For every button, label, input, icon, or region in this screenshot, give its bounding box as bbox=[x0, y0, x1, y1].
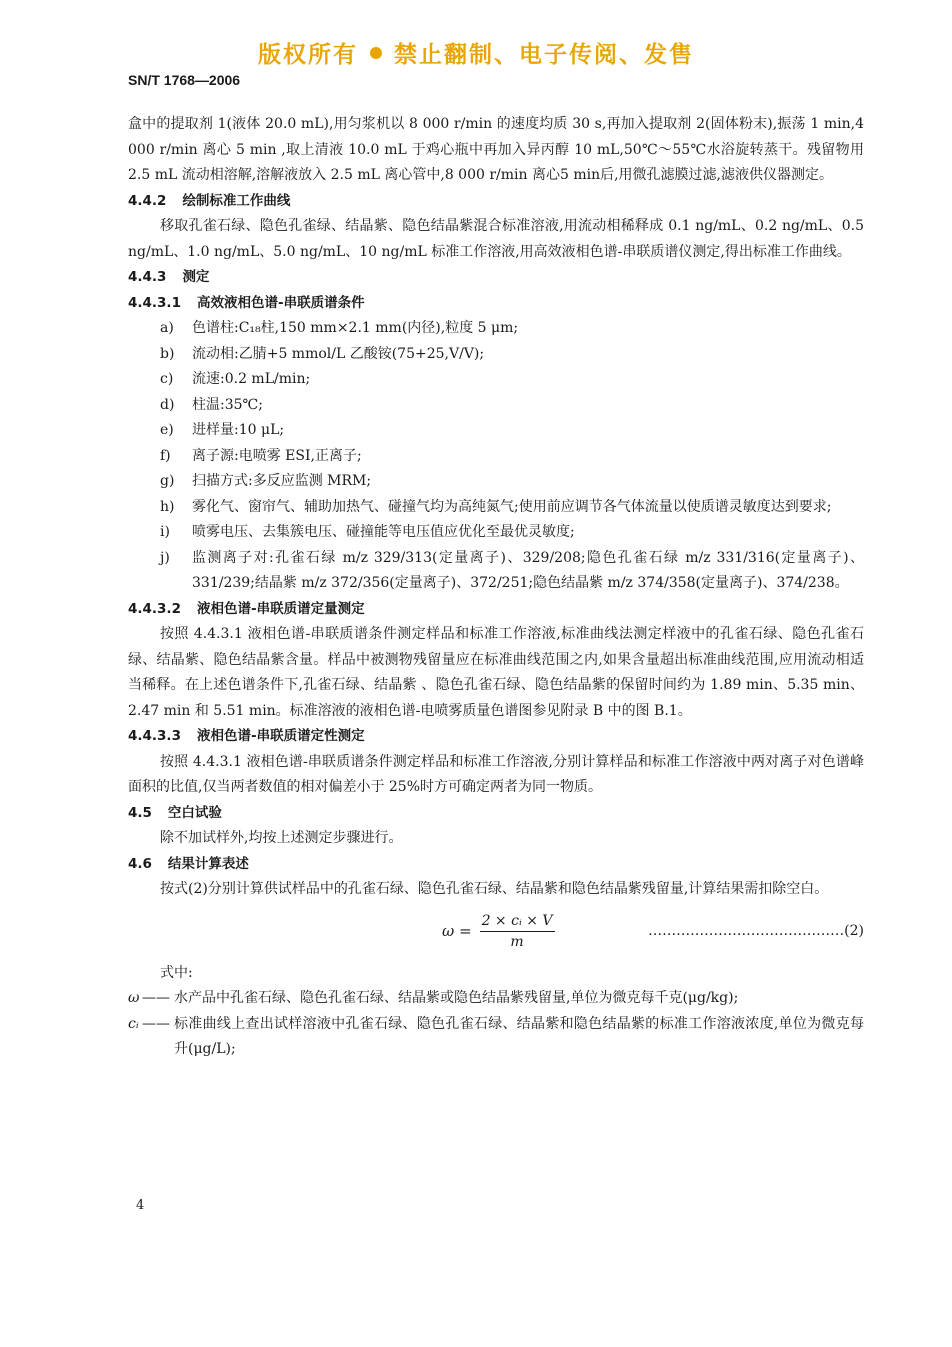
document-body bbox=[128, 112, 864, 1063]
section-heading-4433 bbox=[128, 724, 864, 750]
formula-number: ……………………………………(2) bbox=[648, 922, 864, 939]
item-text: 色谱柱:C₁₈柱,150 mm×2.1 mm(内径),粒度 5 μm; bbox=[192, 320, 519, 336]
para-442: 移取孔雀石绿、隐色孔雀绿、结晶紫、隐色结晶紫混合标准溶液,用流动相稀释成 0.1 ng/mL、0.2 ng/mL、0.5 ng/mL、1.0 ng/mL、5.0 ng/mL、10 ng/mL 标准工作溶液,用高效液相色谱-串联质谱仪测定,得出标准工作曲线。 bbox=[128, 218, 864, 260]
section-number: 4.4.3.1 bbox=[128, 294, 181, 311]
section-title: 液相色谱-串联质谱定量测定 bbox=[196, 600, 365, 617]
formula-2 bbox=[128, 905, 864, 957]
para-intro: 盒中的提取剂 1(液体 20.0 mL),用匀浆机以 8 000 r/min 的速度均质 30 s,再加入提取剂 2(固体粉末),振荡 1 min,4 000 r/min 离心 5 min ,取上清液 10.0 mL 于鸡心瓶中再加入异丙醇 10 mL,50℃～55℃水浴旋转蒸干。残留物用 2.5 mL 流动相溶解,溶解液放入 2.5 mL 离心管中,8 000 r/min 离心5 min后,用微孔滤膜过滤,滤液供仪器测定。 bbox=[128, 116, 864, 183]
formula-denominator: m bbox=[510, 933, 524, 950]
section-heading-443 bbox=[128, 265, 864, 291]
item-label: f) bbox=[160, 447, 171, 464]
section-number: 4.5 bbox=[128, 804, 152, 821]
item-text: 进样量:10 μL; bbox=[192, 422, 285, 438]
dot-icon bbox=[370, 47, 382, 59]
section-number: 4.4.2 bbox=[128, 192, 167, 209]
formula-numerator: 2 × cᵢ × V bbox=[480, 913, 555, 932]
item-label: i) bbox=[160, 524, 170, 540]
where-label: 式中: bbox=[160, 964, 193, 981]
para-45: 除不加试样外,均按上述测定步骤进行。 bbox=[160, 830, 403, 846]
definition-dash: —— bbox=[142, 990, 170, 1006]
conditions-list bbox=[128, 316, 864, 597]
section-number: 4.6 bbox=[128, 855, 152, 872]
definition-symbol: cᵢ bbox=[128, 1015, 139, 1032]
para-4433: 按照 4.4.3.1 液相色谱-串联质谱条件测定样品和标准工作溶液,分别计算样品和标准工作溶液中两对离子对色谱峰面积的比值,仅当两者数值的相对偏差小于 25%时方可确定两者为同一物质。 bbox=[128, 753, 864, 795]
definition-text: 标准曲线上查出试样溶液中孔雀石绿、隐色孔雀石绿、结晶紫和隐色结晶紫的标准工作溶液浓度,单位为微克每升(μg/L); bbox=[174, 1015, 864, 1057]
section-heading-46 bbox=[128, 852, 864, 878]
definition-item bbox=[128, 986, 864, 1012]
list-item bbox=[128, 316, 864, 342]
section-title: 高效液相色谱-串联质谱条件 bbox=[196, 294, 365, 311]
item-label: c) bbox=[160, 371, 174, 387]
item-text: 雾化气、窗帘气、辅助加热气、碰撞气均为高纯氮气;使用前应调节各气体流量以使质谱灵敏度达到要求; bbox=[192, 498, 832, 515]
item-text: 扫描方式:多反应监测 MRM; bbox=[192, 473, 372, 489]
formula-fraction bbox=[480, 913, 555, 950]
list-item bbox=[128, 495, 864, 521]
section-number: 4.4.3 bbox=[128, 269, 167, 285]
section-heading-4431 bbox=[128, 291, 864, 317]
section-title: 绘制标准工作曲线 bbox=[182, 192, 291, 209]
formula-lhs: ω = bbox=[442, 922, 472, 940]
watermark-right: 禁止翻制、电子传阅、发售 bbox=[394, 42, 694, 68]
definition-symbol: ω bbox=[128, 990, 140, 1006]
item-text: 离子源:电喷雾 ESI,正离子; bbox=[192, 447, 362, 464]
item-label: h) bbox=[160, 498, 175, 515]
item-label: b) bbox=[160, 345, 175, 362]
list-item bbox=[128, 418, 864, 444]
definition-dash: —— bbox=[142, 1015, 170, 1032]
section-number: 4.4.3.2 bbox=[128, 600, 181, 617]
section-heading-45 bbox=[128, 801, 864, 827]
list-item bbox=[128, 342, 864, 368]
section-heading-4432 bbox=[128, 597, 864, 623]
section-title: 测定 bbox=[182, 269, 210, 285]
section-title: 结果计算表述 bbox=[167, 855, 249, 872]
section-heading-442 bbox=[128, 189, 864, 215]
item-label: g) bbox=[160, 473, 175, 489]
item-label: a) bbox=[160, 320, 174, 336]
item-label: d) bbox=[160, 396, 175, 413]
formula-expression bbox=[442, 913, 555, 950]
item-text: 监测离子对:孔雀石绿 m/z 329/313(定量离子)、329/208;隐色孔雀石绿 m/z 331/316(定量离子)、331/239;结晶紫 m/z 372/356(定量离子)、372/251;隐色结晶紫 m/z 374/358(定量离子)、374/238。 bbox=[192, 549, 864, 591]
item-text: 流动相:乙腈+5 mmol/L 乙酸铵(75+25,V/V); bbox=[192, 345, 485, 362]
para-4432: 按照 4.4.3.1 液相色谱-串联质谱条件测定样品和标准工作溶液,标准曲线法测定样液中的孔雀石绿、隐色孔雀石绿、结晶紫、隐色结晶紫含量。样品中被测物残留量应在标准曲线范围之内,如果含量超出标准曲线范围,应用流动相适当稀释。在上述色谱条件下,孔雀石绿、结晶紫 、隐色孔雀石绿、隐色结晶紫的保留时间约为 1.89 min、5.35 min、2.47 min 和 5.51 min。标准溶液的液相色谱-电喷雾质量色谱图参见附录 B 中的图 B.1。 bbox=[128, 626, 864, 719]
list-item bbox=[128, 546, 864, 597]
item-text: 流速:0.2 mL/min; bbox=[192, 371, 311, 387]
item-text: 柱温:35℃; bbox=[192, 396, 263, 413]
list-item bbox=[128, 444, 864, 470]
section-title: 液相色谱-串联质谱定性测定 bbox=[196, 728, 365, 744]
section-number: 4.4.3.3 bbox=[128, 728, 181, 744]
watermark-left: 版权所有 bbox=[258, 42, 358, 68]
standard-number: SN/T 1768—2006 bbox=[128, 72, 241, 88]
section-title: 空白试验 bbox=[167, 804, 222, 821]
definition-item bbox=[128, 1012, 864, 1063]
page-number: 4 bbox=[136, 1198, 145, 1213]
item-label: e) bbox=[160, 422, 174, 438]
list-item bbox=[128, 520, 864, 546]
para-46: 按式(2)分别计算供试样品中的孔雀石绿、隐色孔雀石绿、结晶紫和隐色结晶紫残留量,计算结果需扣除空白。 bbox=[160, 881, 829, 897]
item-label: j) bbox=[160, 549, 170, 566]
definition-text: 水产品中孔雀石绿、隐色孔雀石绿、结晶紫或隐色结晶紫残留量,单位为微克每千克(μg/kg); bbox=[174, 990, 739, 1006]
list-item bbox=[128, 469, 864, 495]
list-item bbox=[128, 393, 864, 419]
copyright-watermark bbox=[0, 36, 952, 69]
item-text: 喷雾电压、去集簇电压、碰撞能等电压值应优化至最优灵敏度; bbox=[192, 524, 575, 540]
list-item bbox=[128, 367, 864, 393]
